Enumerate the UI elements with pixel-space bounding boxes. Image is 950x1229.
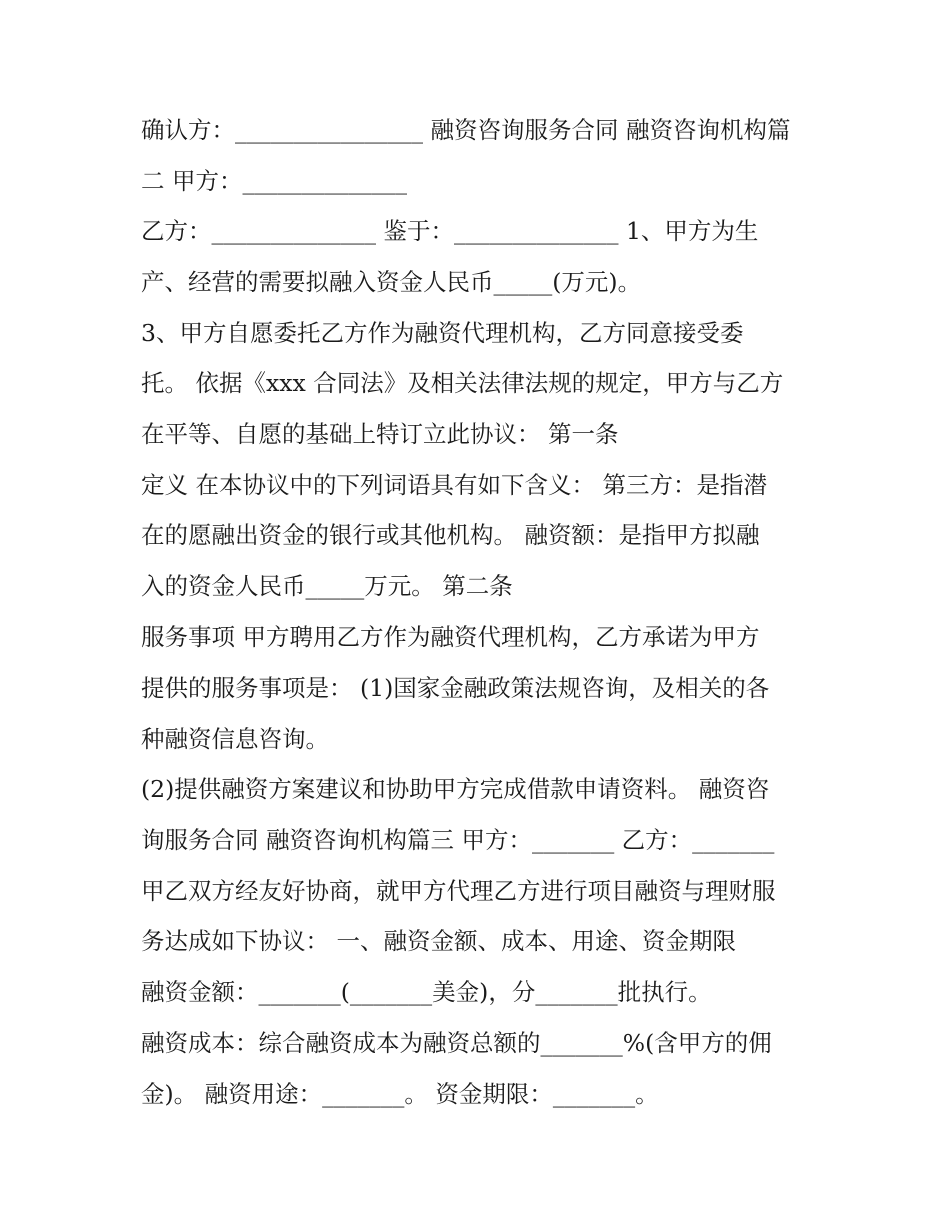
text-line-16: 甲乙双方经友好协商，就甲方代理乙方进行项目融资与理财服 bbox=[141, 877, 776, 905]
text-line-17: 务达成如下协议： 一、融资金额、成本、用途、资金期限 bbox=[141, 927, 736, 955]
text-line-6: 托。 依据《xxx 合同法》及相关法律法规的规定，甲方与乙方 bbox=[141, 369, 784, 397]
text-line-2: 二 甲方：______________ bbox=[141, 167, 407, 195]
text-line-15: 询服务合同 融资咨询机构篇三 甲方：_______ 乙方：_______ bbox=[141, 826, 775, 854]
text-line-3: 乙方：______________ 鉴于：______________ 1、甲方为生 bbox=[141, 217, 759, 245]
text-line-7: 在平等、自愿的基础上特订立此协议： 第一条 bbox=[141, 420, 619, 448]
text-line-12: 提供的服务事项是： (1)国家金融政策法规咨询，及相关的各 bbox=[141, 674, 770, 702]
text-line-1: 确认方：________________ 融资咨询服务合同 融资咨询机构篇 bbox=[141, 116, 791, 144]
text-line-14: (2)提供融资方案建议和协助甲方完成借款申请资料。 融资咨 bbox=[141, 775, 770, 803]
text-line-8: 定义 在本协议中的下列词语具有如下含义： 第三方：是指潜 bbox=[141, 471, 767, 499]
text-line-5: 3、甲方自愿委托乙方作为融资代理机构，乙方同意接受委 bbox=[141, 319, 744, 347]
text-line-9: 在的愿融出资金的银行或其他机构。 融资额：是指甲方拟融 bbox=[141, 521, 760, 549]
text-line-11: 服务事项 甲方聘用乙方作为融资代理机构，乙方承诺为甲方 bbox=[141, 623, 760, 651]
text-line-18: 融资金额：_______(_______美金)，分_______批执行。 bbox=[141, 978, 712, 1006]
text-line-19: 融资成本：综合融资成本为融资总额的_______%(含甲方的佣 bbox=[141, 1029, 772, 1057]
text-line-10: 入的资金人民币_____万元。 第二条 bbox=[141, 572, 513, 600]
text-line-13: 种融资信息咨询。 bbox=[141, 725, 329, 753]
text-line-4: 产、经营的需要拟融入资金人民币_____(万元)。 bbox=[141, 268, 642, 296]
text-line-20: 金)。 融资用途：_______。 资金期限：_______。 bbox=[141, 1080, 659, 1108]
